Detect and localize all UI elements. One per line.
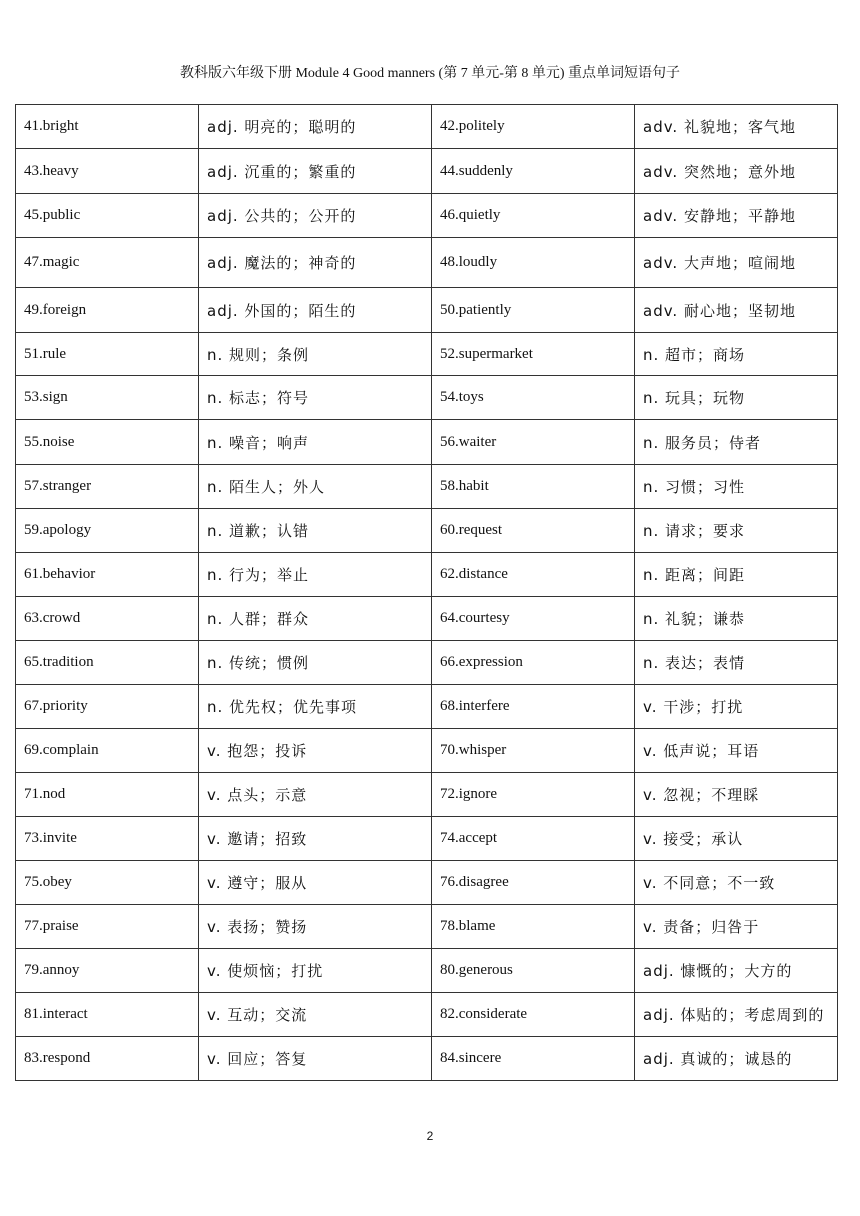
vocab-meaning-cell: adv. 大声地；喧闹地 <box>635 238 838 288</box>
vocab-word-cell: 62.distance <box>432 553 635 597</box>
vocab-word-cell: 73.invite <box>16 817 199 861</box>
vocabulary-table-body <box>16 105 838 1081</box>
table-row <box>16 861 838 905</box>
vocab-word-cell: 84.sincere <box>432 1037 635 1081</box>
table-row <box>16 905 838 949</box>
vocab-word-cell: 81.interact <box>16 993 199 1037</box>
vocab-meaning-cell: n. 礼貌；谦恭 <box>635 597 838 641</box>
vocab-word-cell: 51.rule <box>16 333 199 376</box>
vocab-meaning-cell: n. 人群；群众 <box>199 597 432 641</box>
vocab-word-cell: 77.praise <box>16 905 199 949</box>
vocab-meaning-cell: adj. 真诚的；诚恳的 <box>635 1037 838 1081</box>
vocab-meaning-cell: n. 超市；商场 <box>635 333 838 376</box>
vocab-word-cell: 44.suddenly <box>432 149 635 194</box>
table-row <box>16 288 838 333</box>
vocab-meaning-cell: v. 低声说；耳语 <box>635 729 838 773</box>
table-row <box>16 465 838 509</box>
vocab-word-cell: 66.expression <box>432 641 635 685</box>
vocab-word-cell: 79.annoy <box>16 949 199 993</box>
table-row <box>16 553 838 597</box>
vocab-word-cell: 68.interfere <box>432 685 635 729</box>
table-row <box>16 993 838 1037</box>
vocab-meaning-cell: n. 习惯；习性 <box>635 465 838 509</box>
table-row <box>16 685 838 729</box>
vocab-word-cell: 76.disagree <box>432 861 635 905</box>
vocab-meaning-cell: adv. 突然地；意外地 <box>635 149 838 194</box>
vocab-meaning-cell: v. 不同意；不一致 <box>635 861 838 905</box>
vocab-word-cell: 48.loudly <box>432 238 635 288</box>
vocab-meaning-cell: n. 请求；要求 <box>635 509 838 553</box>
vocab-word-cell: 82.considerate <box>432 993 635 1037</box>
vocab-meaning-cell: v. 责备；归咎于 <box>635 905 838 949</box>
vocab-meaning-cell: adj. 体贴的；考虑周到的 <box>635 993 838 1037</box>
vocab-meaning-cell: n. 行为；举止 <box>199 553 432 597</box>
vocab-word-cell: 55.noise <box>16 420 199 465</box>
vocab-word-cell: 75.obey <box>16 861 199 905</box>
vocab-meaning-cell: n. 距离；间距 <box>635 553 838 597</box>
table-row <box>16 238 838 288</box>
table-row <box>16 420 838 465</box>
vocab-word-cell: 65.tradition <box>16 641 199 685</box>
vocab-word-cell: 74.accept <box>432 817 635 861</box>
vocab-meaning-cell: adj. 慷慨的；大方的 <box>635 949 838 993</box>
vocab-word-cell: 70.whisper <box>432 729 635 773</box>
table-row <box>16 773 838 817</box>
vocabulary-table <box>15 104 838 1081</box>
vocab-word-cell: 83.respond <box>16 1037 199 1081</box>
vocab-meaning-cell: n. 规则；条例 <box>199 333 432 376</box>
vocab-word-cell: 80.generous <box>432 949 635 993</box>
table-row <box>16 105 838 149</box>
vocab-meaning-cell: v. 使烦恼；打扰 <box>199 949 432 993</box>
vocab-word-cell: 46.quietly <box>432 194 635 238</box>
vocab-word-cell: 49.foreign <box>16 288 199 333</box>
vocab-meaning-cell: adj. 魔法的；神奇的 <box>199 238 432 288</box>
vocab-meaning-cell: n. 优先权；优先事项 <box>199 685 432 729</box>
vocab-word-cell: 43.heavy <box>16 149 199 194</box>
vocab-word-cell: 61.behavior <box>16 553 199 597</box>
table-row <box>16 729 838 773</box>
table-row <box>16 194 838 238</box>
vocab-word-cell: 52.supermarket <box>432 333 635 376</box>
table-row <box>16 509 838 553</box>
vocab-word-cell: 67.priority <box>16 685 199 729</box>
vocab-word-cell: 57.stranger <box>16 465 199 509</box>
vocab-meaning-cell: adv. 耐心地；坚韧地 <box>635 288 838 333</box>
table-row <box>16 333 838 376</box>
vocab-word-cell: 72.ignore <box>432 773 635 817</box>
vocab-meaning-cell: v. 表扬；赞扬 <box>199 905 432 949</box>
vocab-meaning-cell: n. 服务员；侍者 <box>635 420 838 465</box>
vocab-meaning-cell: n. 表达；表情 <box>635 641 838 685</box>
vocab-meaning-cell: v. 点头；示意 <box>199 773 432 817</box>
vocab-meaning-cell: v. 抱怨；投诉 <box>199 729 432 773</box>
page-header: 教科版六年级下册 Module 4 Good manners (第 7 单元-第 8 单元) 重点单词短语句子 <box>179 66 681 81</box>
table-row <box>16 641 838 685</box>
vocab-word-cell: 56.waiter <box>432 420 635 465</box>
vocab-meaning-cell: v. 接受；承认 <box>635 817 838 861</box>
table-row <box>16 597 838 641</box>
vocab-word-cell: 42.politely <box>432 105 635 149</box>
vocab-meaning-cell: v. 忽视；不理睬 <box>635 773 838 817</box>
table-row <box>16 1037 838 1081</box>
page-number: 2 <box>426 1129 434 1143</box>
vocab-meaning-cell: adj. 外国的；陌生的 <box>199 288 432 333</box>
vocab-meaning-cell: n. 传统；惯例 <box>199 641 432 685</box>
vocab-word-cell: 50.patiently <box>432 288 635 333</box>
vocab-word-cell: 60.request <box>432 509 635 553</box>
vocab-meaning-cell: adv. 礼貌地；客气地 <box>635 105 838 149</box>
vocab-meaning-cell: n. 玩具；玩物 <box>635 376 838 420</box>
table-row <box>16 817 838 861</box>
vocab-word-cell: 59.apology <box>16 509 199 553</box>
vocab-meaning-cell: n. 道歉；认错 <box>199 509 432 553</box>
vocab-meaning-cell: v. 干涉；打扰 <box>635 685 838 729</box>
vocab-meaning-cell: v. 互动；交流 <box>199 993 432 1037</box>
vocab-word-cell: 41.bright <box>16 105 199 149</box>
vocab-word-cell: 78.blame <box>432 905 635 949</box>
vocab-word-cell: 53.sign <box>16 376 199 420</box>
vocab-word-cell: 64.courtesy <box>432 597 635 641</box>
vocab-meaning-cell: adj. 公共的；公开的 <box>199 194 432 238</box>
vocab-word-cell: 69.complain <box>16 729 199 773</box>
table-row <box>16 149 838 194</box>
vocab-word-cell: 71.nod <box>16 773 199 817</box>
vocab-meaning-cell: n. 噪音；响声 <box>199 420 432 465</box>
vocab-word-cell: 45.public <box>16 194 199 238</box>
vocab-word-cell: 54.toys <box>432 376 635 420</box>
vocab-meaning-cell: v. 回应；答复 <box>199 1037 432 1081</box>
vocab-meaning-cell: adv. 安静地；平静地 <box>635 194 838 238</box>
vocab-meaning-cell: n. 陌生人；外人 <box>199 465 432 509</box>
vocab-meaning-cell: v. 遵守；服从 <box>199 861 432 905</box>
vocab-meaning-cell: v. 邀请；招致 <box>199 817 432 861</box>
table-row <box>16 949 838 993</box>
vocab-meaning-cell: adj. 明亮的；聪明的 <box>199 105 432 149</box>
vocab-word-cell: 63.crowd <box>16 597 199 641</box>
table-row <box>16 376 838 420</box>
vocab-word-cell: 58.habit <box>432 465 635 509</box>
vocab-meaning-cell: adj. 沉重的；繁重的 <box>199 149 432 194</box>
vocab-word-cell: 47.magic <box>16 238 199 288</box>
vocab-meaning-cell: n. 标志；符号 <box>199 376 432 420</box>
